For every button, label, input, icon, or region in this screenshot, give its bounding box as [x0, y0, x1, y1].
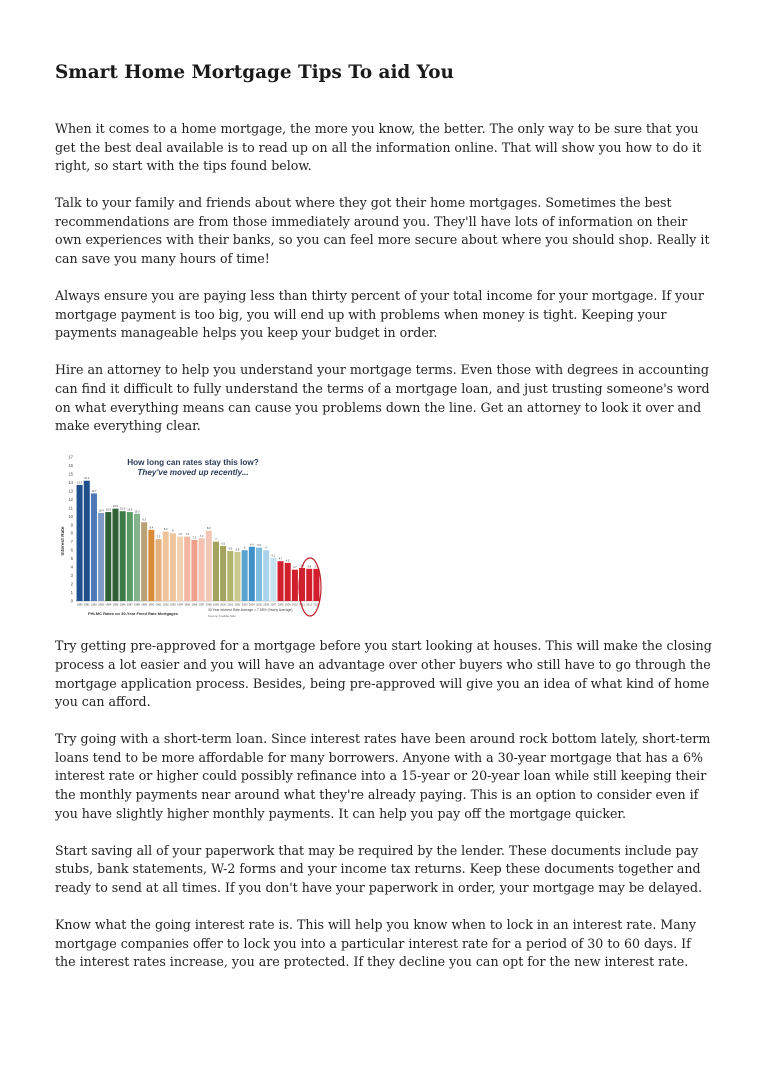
bar-1996	[191, 540, 197, 601]
bar-value-label: 13.7	[77, 481, 83, 485]
bar-1989	[141, 523, 147, 602]
paragraph-paperwork: Start saving all of your paperwork that may be required by the lender. These documents include pay stubs, bank statements, W-2 forms and your income tax returns. Keep these documents together and ready to send at all times. If you don't have your paperwork in order, your mortgage may be delayed.	[55, 842, 703, 895]
x-tick-label: 1984	[105, 603, 112, 607]
x-tick-label: 2007	[270, 603, 277, 607]
y-tick-label: 3	[70, 573, 73, 579]
bar-value-label: 8.3	[206, 527, 211, 531]
x-tick-label: 1993	[169, 603, 176, 607]
bar-value-label: 8	[172, 530, 174, 534]
bar-value-label: 6	[265, 546, 267, 550]
bar-value-label: 5.9	[228, 547, 233, 551]
bar-2001	[227, 551, 233, 601]
x-tick-label: 1989	[141, 603, 148, 607]
y-tick-label: 14	[68, 480, 73, 486]
bar-1982	[91, 494, 97, 602]
bar-value-label: 6.5	[221, 542, 225, 546]
bar-value-label: 10.5	[105, 508, 111, 512]
bar-2004	[249, 547, 255, 601]
y-tick-label: 12	[68, 497, 73, 503]
bar-2000	[220, 546, 226, 601]
bar-value-label: 7.2	[192, 536, 197, 540]
x-tick-label: 1985	[112, 603, 119, 607]
chart-source: Source: Freddie Mac	[208, 614, 236, 619]
bar-value-label: 6	[243, 546, 246, 550]
bar-2006	[263, 550, 269, 601]
bar-value-label: 10.9	[112, 505, 119, 509]
x-tick-label: 2001	[227, 603, 234, 607]
bar-2007	[270, 558, 276, 601]
bar-1997	[199, 539, 205, 602]
paragraph-family-friends: Talk to your family and friends about where they got their home mortgages. Sometimes the best recommendations are from those immediately around you. They'll have lots of information on their own experiences with their banks, so you can feel more secure about where you should shop. Really it can save you many hours of time!	[55, 195, 710, 267]
x-tick-label: 1991	[155, 603, 162, 607]
x-tick-label: 2010	[291, 603, 298, 607]
bar-value-label: 10.4	[98, 509, 104, 513]
x-tick-label: 1986	[119, 603, 126, 607]
y-tick-label: 13	[68, 488, 73, 494]
y-tick-label: 2	[70, 581, 73, 587]
bar-value-label: 7.4	[199, 535, 204, 539]
bar-value-label: 12.7	[91, 490, 97, 494]
y-tick-label: 1	[70, 590, 73, 596]
bar-value-label: 8.4	[149, 526, 154, 530]
bar-value-label: 7.6	[178, 533, 182, 537]
x-tick-label: 1992	[162, 603, 169, 607]
x-tick-label: 2009	[284, 603, 291, 607]
bar-1990	[148, 530, 154, 601]
bar-1999	[213, 542, 219, 601]
chart-title: How long can rates stay this low?	[127, 458, 259, 468]
bar-1992	[163, 532, 169, 601]
article	[55, 58, 715, 990]
bar-value-label: 3.9	[300, 564, 304, 568]
paragraph-thirty-percent: Always ensure you are paying less than thirty percent of your total income for your mortgage. If your mortgage payment is too big, you will end up with problems when money is tight. Keeping your payments manageable helps you keep your budget in order.	[55, 288, 704, 341]
bar-1986	[120, 512, 126, 602]
chart-svg	[58, 451, 328, 621]
y-tick-label: 11	[68, 505, 73, 511]
x-tick-label: 1988	[134, 603, 140, 607]
x-tick-label: 1981	[83, 603, 90, 607]
bar-value-label: 5.8	[235, 548, 240, 552]
bar-value-label: 7	[215, 538, 217, 542]
x-tick-label: 1995	[184, 603, 191, 607]
x-tick-label: 2013	[313, 603, 320, 607]
x-tick-label: 2000	[220, 603, 227, 607]
y-tick-label: 4	[70, 564, 73, 570]
x-tick-label: 1982	[91, 603, 97, 607]
x-tick-label: 2008	[277, 603, 284, 607]
bar-2005	[256, 548, 262, 601]
y-tick-label: 6	[70, 547, 73, 553]
bar-value-label: 4.7	[278, 558, 283, 562]
bar-value-label: 6.4	[250, 543, 254, 547]
interest-rate-chart	[58, 451, 328, 621]
bar-1984	[105, 512, 111, 601]
x-tick-label: 1980	[76, 603, 83, 607]
bar-1995	[184, 537, 190, 601]
bar-2013	[313, 569, 319, 601]
x-tick-label: 2005	[256, 603, 262, 607]
y-tick-label: 8	[70, 531, 73, 537]
x-tick-label: 1987	[126, 603, 133, 607]
bar-1987	[127, 512, 133, 601]
bar-1980	[77, 485, 83, 601]
y-tick-label: 17	[68, 454, 73, 460]
bar-1994	[177, 537, 183, 601]
bar-value-label: 4.5	[285, 559, 290, 563]
x-tick-label: 2011	[299, 603, 305, 607]
bar-value-label: 6.3	[257, 544, 261, 548]
bar-value-label: 8.2	[163, 528, 168, 532]
x-tick-label: 2012	[306, 603, 313, 607]
x-tick-label: 1998	[205, 603, 212, 607]
bar-1981	[84, 481, 90, 601]
x-tick-label: 1999	[213, 603, 219, 607]
bar-value-label: 3.7	[293, 566, 297, 570]
bar-value-label: 10.5	[127, 508, 133, 512]
bar-2002	[234, 552, 240, 601]
bar-1991	[156, 539, 162, 601]
paragraph-intro: When it comes to a home mortgage, the more you know, the better. The only way to be sure that you get the best deal available is to read up on all the information online. That will show you how to do it right, so start with the tips found below.	[55, 121, 702, 174]
x-tick-label: 1997	[198, 603, 205, 607]
bar-1988	[134, 514, 140, 601]
paragraph-attorney: Hire an attorney to help you understand your mortgage terms. Even those with degrees in accounting can find it difficult to fully understand the terms of a mortgage loan, and just trusting someone's word on what everything means can cause you problems down the line. Get an attorney to look it over and make everything clear.	[55, 362, 710, 434]
bar-2009	[285, 563, 291, 601]
bar-value-label: 10.6	[120, 508, 126, 512]
bar-value-label: 10.3	[134, 510, 140, 514]
chart-legend: 30 Year Interest Rate Average = 7.55% (Yearly Average)	[208, 608, 293, 613]
x-tick-label: 1996	[191, 603, 198, 607]
chart-xlabel: FHLMC Rates on 30-Year Fixed Rate Mortgages	[88, 611, 179, 617]
bar-value-label: 3.8	[314, 565, 319, 569]
bar-2008	[278, 562, 284, 602]
bar-value-label: 5.1	[271, 554, 276, 558]
bar-2012	[306, 569, 312, 601]
y-tick-label: 15	[68, 471, 73, 477]
x-tick-label: 1994	[177, 603, 183, 607]
x-tick-label: 1983	[98, 603, 105, 607]
bar-1985	[112, 509, 118, 601]
bar-value-label: 7.6	[185, 533, 190, 537]
bar-value-label: 7.3	[156, 535, 161, 539]
x-tick-label: 2006	[263, 603, 270, 607]
bar-1983	[98, 513, 104, 601]
bar-value-label: 14.2	[84, 477, 90, 481]
bar-2003	[242, 550, 248, 601]
chart-subtitle: They've moved up recently...	[137, 468, 249, 478]
y-tick-label: 0	[70, 598, 73, 604]
x-tick-label: 2003	[241, 603, 248, 607]
chart-ylabel: Interest Rate	[61, 526, 66, 556]
bar-2010	[292, 570, 298, 601]
y-tick-label: 16	[68, 463, 73, 469]
y-tick-label: 10	[68, 514, 73, 520]
bar-1993	[170, 534, 176, 602]
paragraph-interest-rate: Know what the going interest rate is. This will help you know when to lock in an interest rate. Many mortgage companies offer to lock you into a particular interest rate for a period of 30 to 60 days. If the interest rates increase, you are protected. If they decline you can opt for the new interest rate.	[55, 916, 696, 970]
page-title: Smart Home Mortgage Tips To aid You	[55, 62, 454, 83]
bar-value-label: 9.3	[142, 519, 146, 523]
y-tick-label: 7	[70, 539, 73, 545]
paragraph-short-term-loan: Try going with a short-term loan. Since interest rates have been around rock bottom lately, short-term loans tend to be more affordable for many borrowers. Anyone with a 30-year mortgage that has a 6% interest rate or higher could possibly refinance into a 15-year or 20-year loan while still keeping their the monthly payments near around what they're already paying. This is an option to consider even if you have slightly higher monthly payments. It can help you pay off the mortgage quicker.	[55, 731, 711, 821]
y-tick-label: 9	[70, 522, 73, 528]
x-tick-label: 2002	[234, 603, 241, 607]
x-tick-label: 2004	[248, 603, 255, 607]
paragraph-pre-approved: Try getting pre-approved for a mortgage before you start looking at houses. This will make the closing process a lot easier and you will have an advantage over other buyers who still have to go through the mortgage application process. Besides, being pre-approved will give you an idea of what kind of home you can afford.	[55, 638, 712, 710]
bar-value-label: 3.8	[307, 565, 312, 569]
bar-1998	[206, 531, 212, 601]
x-tick-label: 1990	[148, 603, 155, 607]
y-tick-label: 5	[70, 556, 73, 562]
